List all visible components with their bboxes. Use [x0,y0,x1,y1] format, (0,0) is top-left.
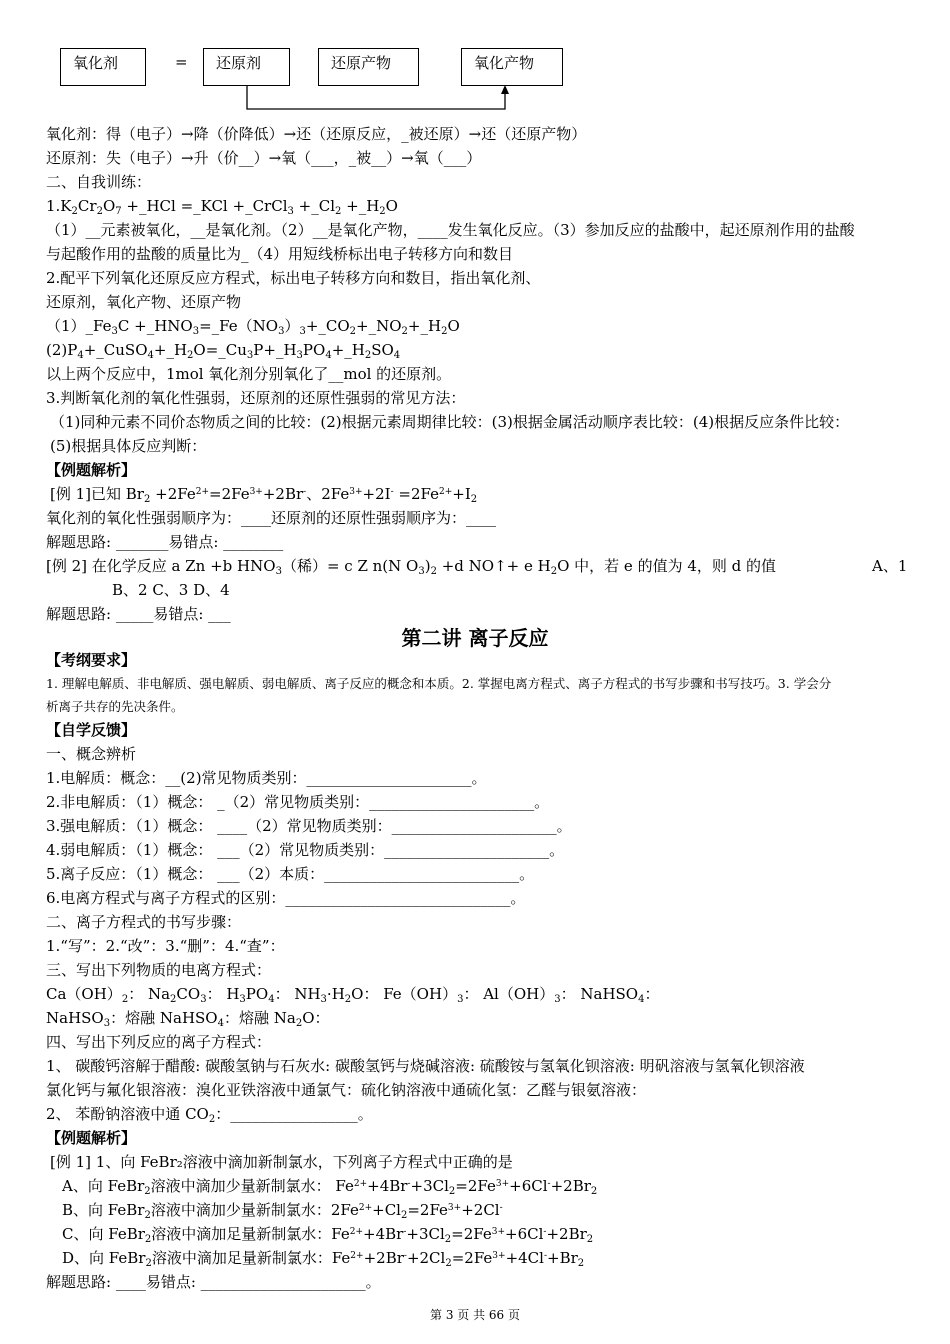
concept-4: 4.弱电解质：（1）概念： ___（2）常见物质类别：______________________。 [46,841,565,859]
methods-list-cont: (5)根据具体反应判断： [50,437,207,455]
equation-2-2: $(2)P_4+\_CuSO_4+\_H_2O=\_Cu_3P+\_H_3PO_4+\_H_2SO_4$ [46,341,401,361]
question-2-note: 以上两个反应中，1mol 氧化剂分别氧化了__mol 的还原剂。 [46,365,452,383]
ionization-section: 三、写出下列物质的电离方程式： [46,961,272,979]
example-2: [例 2] 在化学反应 a Zn +b $HNO_3$（稀）= c Z n(N $O_3)_2 +d$ NO↑+ e $H_2O$ 中，若 e 的值为 4，则 d 的值 [46,557,777,577]
feedback-heading: 【自学反馈】 [46,721,137,739]
ionic-eq-section: 四、写出下列反应的离子方程式： [46,1033,272,1051]
oxidant-box: 氧化剂 [60,48,146,86]
option-d: D、向 FeBr$_2$溶液中滴加足量新制氯水：$Fe^{2+}+2Br^-+2Cl_2=2Fe^{3+}+4Cl^-+Br_2$ [62,1249,585,1269]
concept-1: 1.电解质：概念：__(2)常见物质类别：______________________。 [46,769,487,787]
example-heading-2: 【例题解析】 [46,1129,137,1147]
concept-6: 6.电离方程式与离子方程式的区别：______________________________。 [46,889,526,907]
section-self-training: 二、自我训练： [46,173,152,191]
steps-list: 1.“写”：2.“改”：3.“删”：4.“查”： [46,937,285,955]
example-2-option-a: A、1 [872,557,908,575]
reductant-box: 还原剂 [203,48,290,86]
question-2: 2.配平下列氧化还原反应方程式，标出电子转移方向和数目，指出氧化剂、 [46,269,541,287]
equals-sign: = [175,53,188,71]
concept-2: 2.非电解质：（1）概念： _（2）常见物质类别：______________________。 [46,793,550,811]
example-3: [例 1] 1、向 FeBr₂溶液中滴加新制氯水，下列离子方程式中正确的是 [50,1153,513,1171]
question-1: （1）__元素被氧化，__是氧化剂。（2）__是氧化产物，____发生氧化反应。（3）参加反应的盐酸中，起还原剂作用的盐酸 [46,221,855,239]
example-1-question: 氧化剂的氧化性强弱顺序为：____还原剂的还原性强弱顺序为：____ [46,509,497,527]
concept-3: 3.强电解质：（1）概念： ____（2）常见物质类别：______________________。 [46,817,572,835]
steps-section: 二、离子方程式的书写步骤： [46,913,242,931]
option-a: A、向 FeBr$_2$溶液中滴加少量新制氯水： $Fe^{2+}+4Br^-+3Cl_2=2Fe^{3+}+6Cl^-+2Br_2$ [62,1177,598,1197]
equation-2-1: $(1)\_Fe_3C$ $+\_HNO_3=\_Fe(NO_3)_3+\_CO_2+\_NO_2+\_H_2O$ [46,317,460,337]
requirements-text: 1. 理解电解质、非电解质、强电解质、弱电解质、离子反应的概念和本质。2. 掌握电离方程式、离子方程式的书写步骤和书写技巧。3. 学会分 [46,676,832,691]
connector-arrow [0,0,950,120]
example-3-answer: 解题思路: ____易错点: ______________________。 [46,1273,381,1291]
oxidant-rule: 氧化剂：得（电子）→降（价降低）→还（还原反应，_被还原）→还（还原产物） [46,125,587,143]
oxidation-product-box: 氧化产物 [461,48,563,86]
ionization-list-1: $Ca(OH)_2$： $Na_2CO_3$： $H_3PO_4$： $NH_3\cdot H_2O$： $Fe(OH)_3$： $Al(OH)_3$： NaHSO$_4$： [46,985,660,1005]
option-b: B、向 FeBr$_2$溶液中滴加少量新制氯水：$2Fe^{2+}+Cl_2=2Fe^{3+}+2Cl^-$ [62,1201,503,1221]
concept-section: 一、概念辨析 [46,745,137,763]
ionic-eq-item-2: 2、 苯酚钠溶液中通 $CO_2$：_________________。 [46,1105,373,1125]
ionic-eq-list-1: 1、 碳酸钙溶解于醋酸: 碳酸氢钠与石灰水: 碳酸氢钙与烧碱溶液: 硫酸铵与氢氧化钡溶液: 明矾溶液与氢氧化钡溶液 [46,1057,805,1075]
requirements-heading: 【考纲要求】 [46,651,137,669]
ionization-list-2: NaHSO$_3$：熔融 NaHSO$_4$：熔融 $Na_2O$： [46,1009,330,1029]
methods-list: （1)同种元素不同价态物质之间的比较：(2)根据元素周期律比较：(3)根据金属活动顺序表比较：(4)根据反应条件比较： [50,413,850,431]
question-1-cont: 与起酸作用的盐酸的质量比为_（4）用短线桥标出电子转移方向和数目 [46,245,514,263]
ionic-eq-list-2: 氯化钙与氟化银溶液：溴化亚铁溶液中通氯气：硫化钠溶液中通硫化氢：乙醛与银氨溶液： [46,1081,647,1099]
example-2-options: B、2 C、3 D、4 [112,581,230,599]
example-1-answer: 解题思路: _______易错点: ________ [46,533,284,551]
example-heading-1: 【例题解析】 [46,461,137,479]
example-1: [例 1]已知 $Br_2 +2Fe^{2+}=2Fe^{3+}+2Br^-$、$2Fe^{3+}+2I^- =2Fe^{2+}+I_2$ [50,485,478,505]
lecture-title: 第二讲 离子反应 [401,626,549,650]
concept-5: 5.离子反应：（1）概念： ___（2）本质：__________________________。 [46,865,535,883]
equation-1: $1.K_2Cr_2O_7$ +_HCl =_KCl +_CrCl$_3$ $+\_Cl_2$ $+\_H_2O$ [46,197,398,217]
requirements-text-cont: 析离子共存的先决条件。 [46,699,184,714]
reductant-rule: 还原剂：失（电子）→升（价__）→氧（___，_被__）→氧（___） [46,149,482,167]
page-footer: 第 3 页 共 66 页 [430,1308,520,1322]
question-3: 3.判断氧化剂的氧化性强弱，还原剂的还原性强弱的常见方法： [46,389,466,407]
question-2-cont: 还原剂，氧化产物、还原产物 [46,293,242,311]
reduction-product-box: 还原产物 [318,48,419,86]
option-c: C、向 FeBr$_2$溶液中滴加足量新制氯水：$Fe^{2+}+4Br^-+3Cl_2=2Fe^{3+}+6Cl^-+2Br_2$ [62,1225,594,1245]
example-2-answer: 解题思路: _____易错点: ___ [46,605,231,623]
